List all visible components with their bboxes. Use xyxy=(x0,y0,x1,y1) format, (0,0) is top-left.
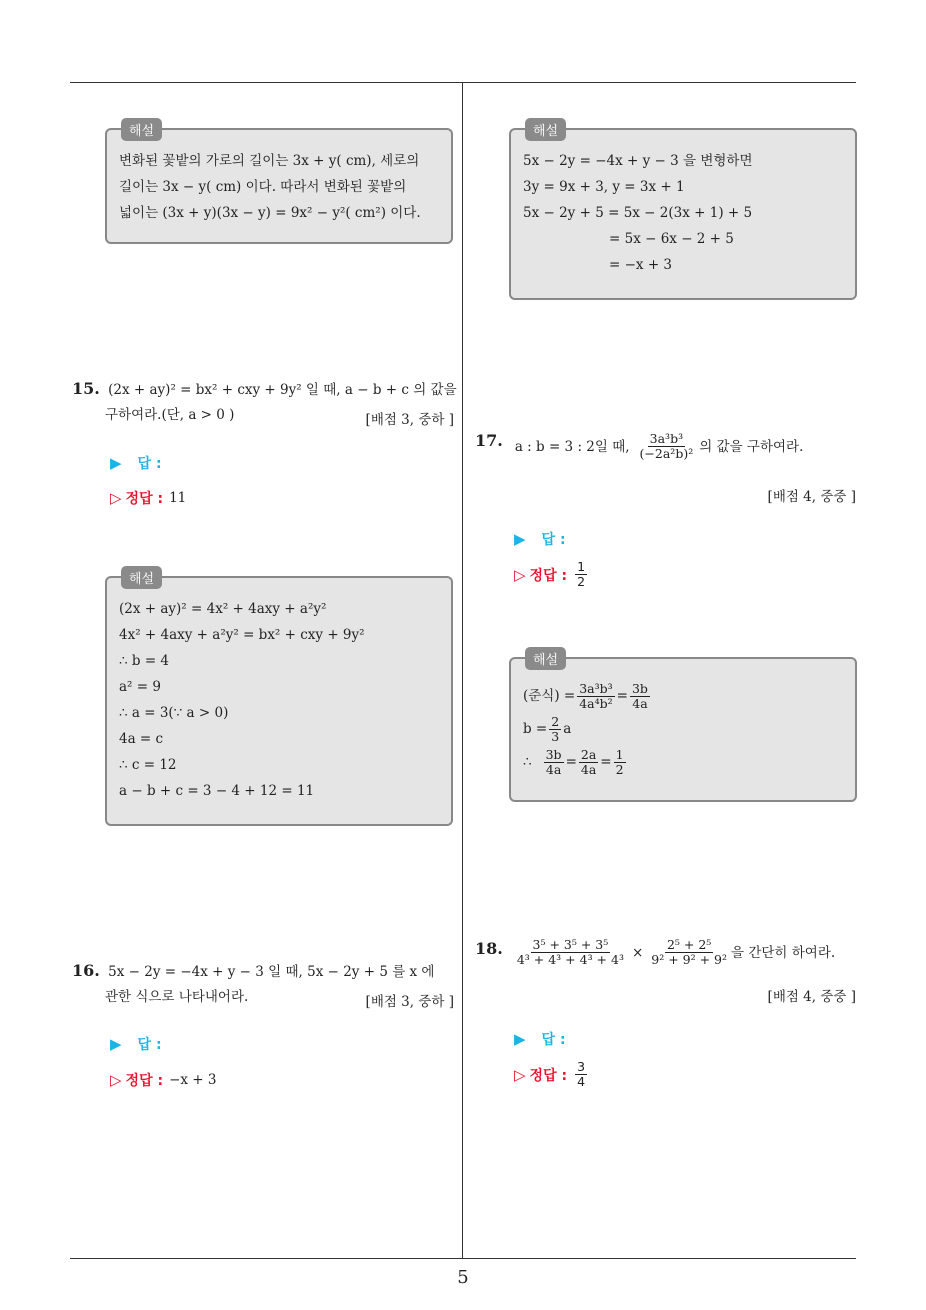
answer-field-15[interactable] xyxy=(110,453,162,473)
times-sign: × xyxy=(631,944,644,961)
correct-label: 정답 : xyxy=(529,567,568,584)
fraction-numerator: 3b xyxy=(631,680,648,696)
correct-answer-15 xyxy=(110,488,186,508)
play-triangle-icon: ▶ xyxy=(514,530,526,548)
explanation-tag: 해설 xyxy=(121,118,162,141)
explanation-line: 5x − 2y + 5 = 5x − 2(3x + 1) + 5 xyxy=(523,205,753,221)
fraction-denominator: 4a xyxy=(580,761,597,777)
therefore-symbol: ∴ xyxy=(523,754,532,770)
answer-label: 답 : xyxy=(137,1037,162,1053)
explanation-line: 길이는 3x − y( cm) 이다. 따라서 변화된 꽃밭의 xyxy=(119,179,407,195)
explanation-line: (2x + ay)² = 4x² + 4axy + a²y² xyxy=(119,601,327,617)
question-15 xyxy=(72,376,457,403)
expression-text: b = xyxy=(523,721,548,737)
question-16 xyxy=(72,958,434,985)
expression-text: a xyxy=(563,721,572,737)
question-fraction xyxy=(638,432,696,461)
question-18 xyxy=(475,938,835,967)
explanation-line: 4a = c xyxy=(119,731,164,747)
explanation-line: a² = 9 xyxy=(119,679,161,695)
explanation-line xyxy=(523,745,845,779)
explanation-line: = 5x − 6x − 2 + 5 xyxy=(609,231,734,247)
fraction-numerator: 1 xyxy=(615,746,624,762)
correct-label: 정답 : xyxy=(529,1067,568,1084)
correct-answer-18 xyxy=(514,1060,589,1089)
question-15-line2: 구하여라.(단, a > 0 ) xyxy=(105,407,235,423)
explanation-line: 5x − 2y = −4x + y − 3 을 변형하면 xyxy=(523,153,753,169)
explanation-box-15 xyxy=(105,572,453,826)
explanation-box-17 xyxy=(509,653,857,802)
correct-answer-16 xyxy=(110,1070,217,1090)
correct-value: 11 xyxy=(169,490,187,506)
explanation-line: 변화된 꽃밭의 가로의 길이는 3x + y( cm), 세로의 xyxy=(119,153,420,169)
answer-label: 답 : xyxy=(541,1032,566,1048)
fraction-numerator: 1 xyxy=(577,559,586,574)
question-15-points: [배점 3, 중하 ] xyxy=(365,412,454,428)
equals-sign: = xyxy=(616,688,628,704)
expression-fraction xyxy=(579,748,598,777)
explanation-line: = −x + 3 xyxy=(609,257,673,273)
explanation-line: 3y = 9x + 3, y = 3x + 1 xyxy=(523,179,685,195)
explanation-box-14 xyxy=(105,124,453,244)
expression-fraction xyxy=(544,748,564,777)
fraction-numerator: 2 xyxy=(551,713,560,729)
explanation-line: ∴ b = 4 xyxy=(119,653,170,669)
outline-triangle-icon: ▷ xyxy=(110,1071,122,1089)
explanation-line: a − b + c = 3 − 4 + 12 = 11 xyxy=(119,783,315,799)
expression-fraction xyxy=(614,748,626,777)
correct-value: −x + 3 xyxy=(169,1072,217,1088)
fraction-numerator: 3 xyxy=(577,1059,586,1074)
expression-fraction xyxy=(549,715,561,744)
question-16-line2: 관한 식으로 나타내어라. xyxy=(105,989,249,1005)
explanation-line xyxy=(523,713,845,745)
answer-label: 답 : xyxy=(541,532,566,548)
question-number: 17. xyxy=(475,431,503,450)
question-fraction xyxy=(649,938,729,967)
play-triangle-icon: ▶ xyxy=(514,1030,526,1048)
explanation-tag: 해설 xyxy=(525,647,566,670)
answer-field-16[interactable] xyxy=(110,1034,162,1054)
answer-field-18[interactable] xyxy=(514,1029,566,1049)
question-text: 을 간단히 하여라. xyxy=(731,944,836,961)
expression-fraction xyxy=(577,682,614,711)
fraction-denominator: 4a xyxy=(632,695,648,711)
fraction-denominator: 4³ + 4³ + 4³ + 4³ xyxy=(516,952,624,967)
expression-text: (준식) = xyxy=(523,688,576,704)
question-number: 16. xyxy=(72,961,100,980)
question-text: (2x + ay)² = bx² + cxy + 9y² 일 때, a − b + c 의 값을 xyxy=(108,382,457,398)
question-number: 15. xyxy=(72,379,100,398)
explanation-line xyxy=(523,679,845,713)
correct-fraction xyxy=(575,560,587,589)
question-text: a : b = 3 : 2일 때, xyxy=(514,438,630,455)
explanation-box-16 xyxy=(509,124,857,300)
question-text: 의 값을 구하여라. xyxy=(699,438,804,455)
top-rule xyxy=(70,82,856,83)
answer-label: 답 : xyxy=(137,456,162,472)
outline-triangle-icon: ▷ xyxy=(514,565,526,584)
fraction-numerator: 3b xyxy=(545,746,562,762)
explanation-line: ∴ c = 12 xyxy=(119,757,177,773)
fraction-numerator: 2a xyxy=(580,746,597,762)
equals-sign: = xyxy=(600,754,612,770)
fraction-denominator: 4a⁴b² xyxy=(579,695,613,711)
question-number: 18. xyxy=(475,939,503,958)
column-divider xyxy=(462,83,463,1258)
explanation-line: ∴ a = 3(∵ a > 0) xyxy=(119,705,229,721)
page-number: 5 xyxy=(457,1267,469,1288)
correct-label: 정답 : xyxy=(125,491,164,507)
play-triangle-icon: ▶ xyxy=(110,1035,122,1053)
fraction-numerator: 2⁵ + 2⁵ xyxy=(666,937,712,952)
question-18-points: [배점 4, 중중 ] xyxy=(767,989,856,1005)
fraction-denominator: 3 xyxy=(551,728,560,744)
outline-triangle-icon: ▷ xyxy=(110,489,122,507)
correct-answer-17 xyxy=(514,560,589,589)
fraction-denominator: 2 xyxy=(577,574,586,589)
question-text: 5x − 2y = −4x + y − 3 일 때, 5x − 2y + 5 를 x 에 xyxy=(108,964,435,980)
outline-triangle-icon: ▷ xyxy=(514,1065,526,1084)
explanation-tag: 해설 xyxy=(525,118,566,141)
question-17-points: [배점 4, 중중 ] xyxy=(767,489,856,505)
answer-field-17[interactable] xyxy=(514,529,566,549)
question-17 xyxy=(475,432,803,461)
play-triangle-icon: ▶ xyxy=(110,454,122,472)
question-fraction xyxy=(515,938,626,967)
correct-label: 정답 : xyxy=(125,1073,164,1089)
equals-sign: = xyxy=(565,754,577,770)
bottom-rule xyxy=(70,1258,856,1259)
fraction-denominator: 9² + 9² + 9² xyxy=(651,952,728,967)
fraction-numerator: 3a³b³ xyxy=(649,431,684,446)
correct-fraction xyxy=(575,1060,587,1089)
explanation-line: 넓이는 (3x + y)(3x − y) = 9x² − y²( cm²) 이다. xyxy=(119,205,421,221)
fraction-denominator: 4 xyxy=(577,1074,586,1089)
fraction-numerator: 3⁵ + 3⁵ + 3⁵ xyxy=(532,937,609,952)
question-16-points: [배점 3, 중하 ] xyxy=(365,994,454,1010)
fraction-denominator: 4a xyxy=(545,761,562,777)
fraction-numerator: 3a³b³ xyxy=(579,680,613,696)
explanation-line: 4x² + 4axy + a²y² = bx² + cxy + 9y² xyxy=(119,627,365,643)
expression-fraction xyxy=(630,682,650,711)
fraction-denominator: (−2a²b)² xyxy=(639,446,694,461)
fraction-denominator: 2 xyxy=(615,761,624,777)
explanation-tag: 해설 xyxy=(121,566,162,589)
